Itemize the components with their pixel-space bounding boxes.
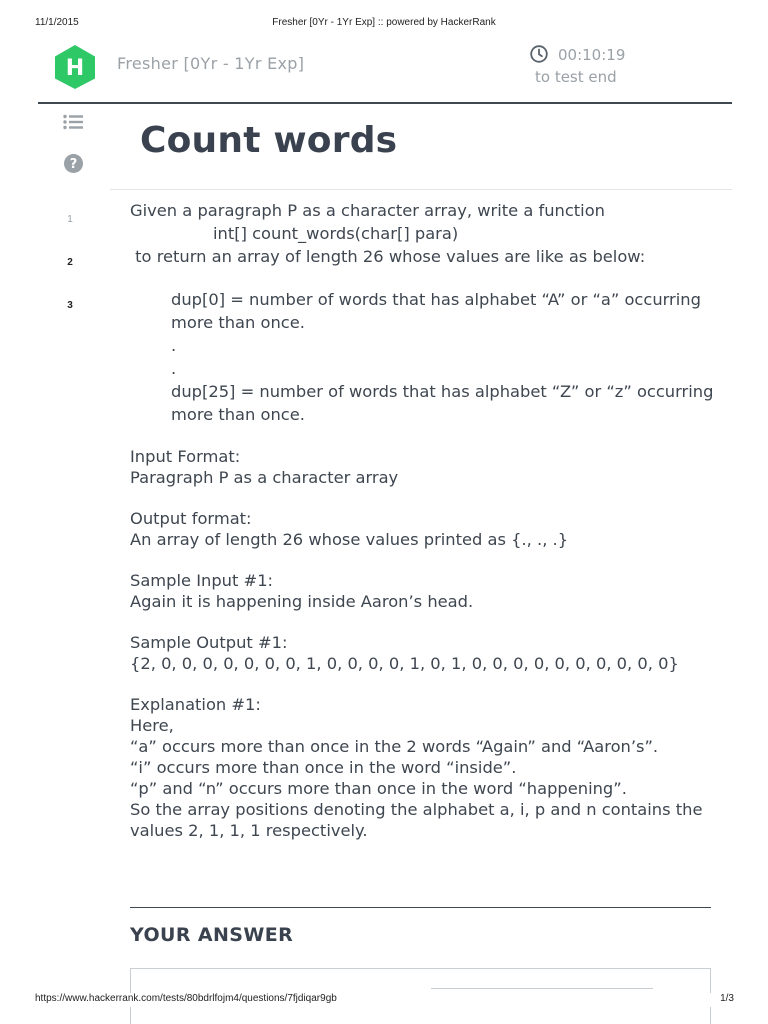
answer-divider xyxy=(130,907,711,908)
question-body xyxy=(130,199,720,841)
sample-input-label: Sample Input #1: xyxy=(130,571,274,590)
list-icon[interactable] xyxy=(63,114,84,130)
intro-line-2: to return an array of length 26 whose values are like as below: xyxy=(130,247,646,266)
dup-first: dup[0] = number of words that has alphabet “A” or “a” occurring more than once. xyxy=(171,290,701,332)
page-url: https://www.hackerrank.com/tests/80bdrlfojm4/questions/7fjdiqar9gb xyxy=(35,993,337,1004)
clock-icon xyxy=(530,45,548,63)
sample-output-label: Sample Output #1: xyxy=(130,633,288,652)
explanation-line: “a” occurs more than once in the 2 words “Again” and “Aaron’s”. xyxy=(130,737,659,756)
print-date: 11/1/2015 xyxy=(35,17,79,28)
timer-value: 00:10:19 xyxy=(558,46,626,64)
test-name: Fresher [0Yr - 1Yr Exp] xyxy=(117,54,305,73)
sample-output: {2, 0, 0, 0, 0, 0, 0, 0, 1, 0, 0, 0, 0, 1, 0, 1, 0, 0, 0, 0, 0, 0, 0, 0, 0, 0} xyxy=(130,654,679,673)
output-format-label: Output format: xyxy=(130,509,252,528)
question-title: Count words xyxy=(140,120,398,161)
answer-heading: YOUR ANSWER xyxy=(130,924,294,946)
print-header xyxy=(0,17,768,31)
question-nav-1[interactable]: 1 xyxy=(67,214,73,225)
function-signature: int[] count_words(char[] para) xyxy=(213,224,459,243)
print-title: Fresher [0Yr - 1Yr Exp] :: powered by HackerRank xyxy=(272,17,496,28)
top-bar xyxy=(0,40,768,103)
svg-text:?: ? xyxy=(69,157,78,172)
explanation-line: So the array positions denoting the alphabet a, i, p and n contains the xyxy=(130,800,703,819)
explanation-label: Explanation #1: xyxy=(130,695,261,714)
sample-input: Again it is happening inside Aaron’s head. xyxy=(130,592,474,611)
help-icon[interactable] xyxy=(64,154,83,173)
intro-line-1: Given a paragraph P as a character array, write a function xyxy=(130,201,605,220)
question-nav-3[interactable]: 3 xyxy=(67,300,73,311)
ellipsis-dot-2: . xyxy=(171,359,177,378)
page-number: 1/3 xyxy=(720,993,734,1004)
output-format: An array of length 26 whose values printed as {., ., .} xyxy=(130,530,569,549)
hackerrank-logo[interactable] xyxy=(53,44,97,90)
header-divider xyxy=(38,102,732,104)
explanation-line: “p” and “n” occurs more than once in the word “happening”. xyxy=(130,779,627,798)
question-nav-2[interactable]: 2 xyxy=(67,257,73,268)
input-format-label: Input Format: xyxy=(130,447,241,466)
ellipsis-dot-1: . xyxy=(171,336,177,355)
explanation-line: “i” occurs more than once in the word “inside”. xyxy=(130,758,517,777)
timer-label: to test end xyxy=(535,68,617,86)
input-format: Paragraph P as a character array xyxy=(130,468,399,487)
dup-description xyxy=(130,288,720,426)
print-footer xyxy=(0,993,768,1007)
explanation-line: values 2, 1, 1, 1 respectively. xyxy=(130,821,368,840)
dup-last: dup[25] = number of words that has alphabet “Z” or “z” occurring more than once. xyxy=(171,382,714,424)
explanation-line: Here, xyxy=(130,716,174,735)
logo-letter: H xyxy=(65,56,85,81)
editor-toolbar-line xyxy=(431,988,653,989)
title-divider xyxy=(110,189,732,190)
